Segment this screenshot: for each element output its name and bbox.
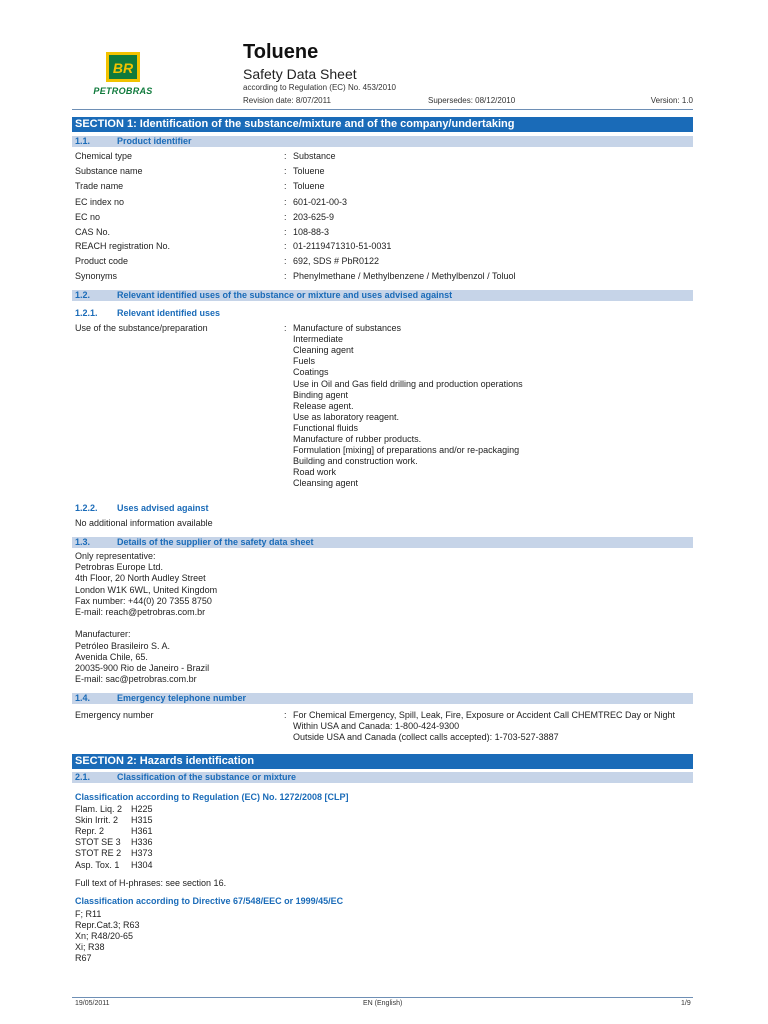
use-item: Coatings xyxy=(293,367,329,378)
subsection-1-4: 1.4. Emergency telephone number xyxy=(72,693,693,704)
identifier-label: EC no xyxy=(75,212,101,222)
clp-class: Flam. Liq. 2 xyxy=(75,804,123,814)
identifier-value: Substance xyxy=(293,151,336,161)
supplier-line: Avenida Chile, 65. xyxy=(75,651,148,662)
logo-mark-text: BR xyxy=(112,60,134,76)
use-item: Formulation [mixing] of preparations and/or re-packaging xyxy=(293,445,520,456)
clp-class: Repr. 2 xyxy=(75,826,105,837)
supplier-line: Manufacturer: xyxy=(75,629,131,640)
use-item: Manufacture of rubber products. xyxy=(293,434,422,444)
subsection-1-2: 1.2. Relevant identified uses of the substance or mixture and uses advised against xyxy=(72,290,693,301)
uses-label: Use of the substance/preparation xyxy=(75,323,208,333)
identifier-colon: : xyxy=(284,151,287,161)
emergency-colon: : xyxy=(284,710,287,720)
emergency-line: Outside USA and Canada (collect calls accepted): 1-703-527-3887 xyxy=(293,732,559,742)
supplier-line: London W1K 6WL, United Kingdom xyxy=(75,584,218,595)
regulation-note: according to Regulation (EC) No. 453/2010 xyxy=(243,83,396,92)
identifier-colon: : xyxy=(284,181,287,191)
identifier-colon: : xyxy=(284,241,287,251)
header-rule xyxy=(72,109,693,110)
clp-class: Asp. Tox. 1 xyxy=(75,859,120,870)
use-item: Cleaning agent xyxy=(293,345,354,356)
subsection-1-2-2: 1.2.2. Uses advised against xyxy=(75,503,209,513)
dsd-item: F; R11 xyxy=(75,909,102,919)
supplier-line: Only representative: xyxy=(75,551,156,561)
identifier-label: CAS No. xyxy=(75,227,111,237)
use-item: Fuels xyxy=(293,356,316,367)
clp-hazard-code: H315 xyxy=(131,815,153,826)
identifier-colon: : xyxy=(284,271,287,281)
section-1-header: SECTION 1: Identification of the substance/mixture and of the company/undertaking xyxy=(72,117,693,132)
section-2-header: SECTION 2: Hazards identification xyxy=(72,754,693,769)
footer-date: 19/05/2011 xyxy=(75,1000,110,1007)
subsection-1-2-1: 1.2.1. Relevant identified uses xyxy=(75,308,221,318)
identifier-value: 01-2119471310-51-0031 xyxy=(293,241,392,251)
identifier-label: REACH registration No. xyxy=(75,241,171,251)
use-item: Cleansing agent xyxy=(293,478,359,489)
identifier-label: Product code xyxy=(75,256,129,266)
footer-page-number: 1/9 xyxy=(681,1000,691,1007)
dsd-item: Repr.Cat.3; R63 xyxy=(75,920,140,931)
use-item: Building and construction work. xyxy=(293,456,418,467)
full-text-note: Full text of H-phrases: see section 16. xyxy=(75,878,227,888)
br-logo-icon xyxy=(106,52,140,82)
identifier-label: Synonyms xyxy=(75,271,118,281)
identifier-value: 692, SDS # PbR0122 xyxy=(293,256,380,266)
identifier-colon: : xyxy=(284,212,287,222)
footer-rule xyxy=(72,997,693,998)
clp-hazard-code: H373 xyxy=(131,848,153,859)
clp-hazard-code: H304 xyxy=(131,859,153,870)
clp-class: Skin Irrit. 2 xyxy=(75,815,119,826)
clp-class: STOT RE 2 xyxy=(75,848,122,859)
use-item: Binding agent xyxy=(293,389,349,400)
clp-hazard-code: H336 xyxy=(131,837,153,848)
identifier-label: Trade name xyxy=(75,181,124,191)
identifier-value: 203-625-9 xyxy=(293,212,335,222)
supplier-line: 20035-900 Rio de Janeiro - Brazil xyxy=(75,663,210,673)
supersedes-date: Supersedes: 08/12/2010 xyxy=(428,96,516,105)
dsd-item: Xn; R48/20-65 xyxy=(75,931,134,942)
use-item: Use in Oil and Gas field drilling and production operations xyxy=(293,378,523,389)
use-item: Road work xyxy=(293,467,337,478)
subsection-1-3: 1.3. Details of the supplier of the safety data sheet xyxy=(72,537,693,548)
supplier-line: Fax number: +44(0) 20 7355 8750 xyxy=(75,595,212,606)
version: Version: 1.0 xyxy=(650,96,693,105)
uses-colon: : xyxy=(284,323,287,333)
clp-heading: Classification according to Regulation (EC) No. 1272/2008 [CLP] xyxy=(75,792,349,802)
identifier-value: 108-88-3 xyxy=(293,227,330,237)
identifier-colon: : xyxy=(284,197,287,207)
identifier-colon: : xyxy=(284,256,287,266)
identifier-label: EC index no xyxy=(75,197,125,207)
supplier-line: Petróleo Brasileiro S. A. xyxy=(75,640,171,651)
emergency-line: For Chemical Emergency, Spill, Leak, Fire, Exposure or Accident Call CHEMTREC Day or Night xyxy=(293,710,675,720)
clp-class: STOT SE 3 xyxy=(75,837,121,848)
use-item: Release agent. xyxy=(293,400,354,411)
dsd-item: Xi; R38 xyxy=(75,942,105,953)
document-title: Toluene xyxy=(243,41,319,63)
revision-line xyxy=(243,96,693,105)
document-subtitle: Safety Data Sheet xyxy=(243,66,357,82)
supplier-line: Petrobras Europe Ltd. xyxy=(75,562,164,573)
identifier-label: Substance name xyxy=(75,166,143,176)
identifier-label: Chemical type xyxy=(75,151,133,161)
dsd-heading: Classification according to Directive 67/548/EEC or 1999/45/EC xyxy=(75,896,344,906)
emergency-label: Emergency number xyxy=(75,710,154,720)
footer-language: EN (English) xyxy=(363,1000,403,1007)
clp-hazard-code: H225 xyxy=(131,804,153,814)
use-item: Use as laboratory reagent. xyxy=(293,411,400,422)
identifier-colon: : xyxy=(284,166,287,176)
petrobras-logo xyxy=(84,52,162,100)
identifier-value: Toluene xyxy=(293,181,325,191)
identifier-value: Toluene xyxy=(293,166,325,176)
emergency-line: Within USA and Canada: 1-800-424-9300 xyxy=(293,721,460,731)
supplier-line: E-mail: sac@petrobras.com.br xyxy=(75,674,197,685)
supplier-line: E-mail: reach@petrobras.com.br xyxy=(75,607,206,617)
supplier-line: 4th Floor, 20 North Audley Street xyxy=(75,573,206,584)
identifier-value: Phenylmethane / Methylbenzene / Methylbenzol / Toluol xyxy=(293,271,516,281)
clp-hazard-code: H361 xyxy=(131,826,153,837)
revision-date: Revision date: 8/07/2011 xyxy=(243,96,331,105)
subsection-2-1: 2.1. Classification of the substance or mixture xyxy=(72,772,693,783)
use-item: Functional fluids xyxy=(293,422,359,433)
use-item: Manufacture of substances xyxy=(293,323,402,333)
use-item: Intermediate xyxy=(293,334,344,345)
brand-name: PETROBRAS xyxy=(93,86,153,96)
identifier-value: 601-021-00-3 xyxy=(293,197,348,207)
dsd-item: R67 xyxy=(75,953,92,964)
identifier-colon: : xyxy=(284,227,287,237)
advised-against-text: No additional information available xyxy=(75,518,213,528)
subsection-1-1: 1.1. Product identifier xyxy=(72,136,693,147)
